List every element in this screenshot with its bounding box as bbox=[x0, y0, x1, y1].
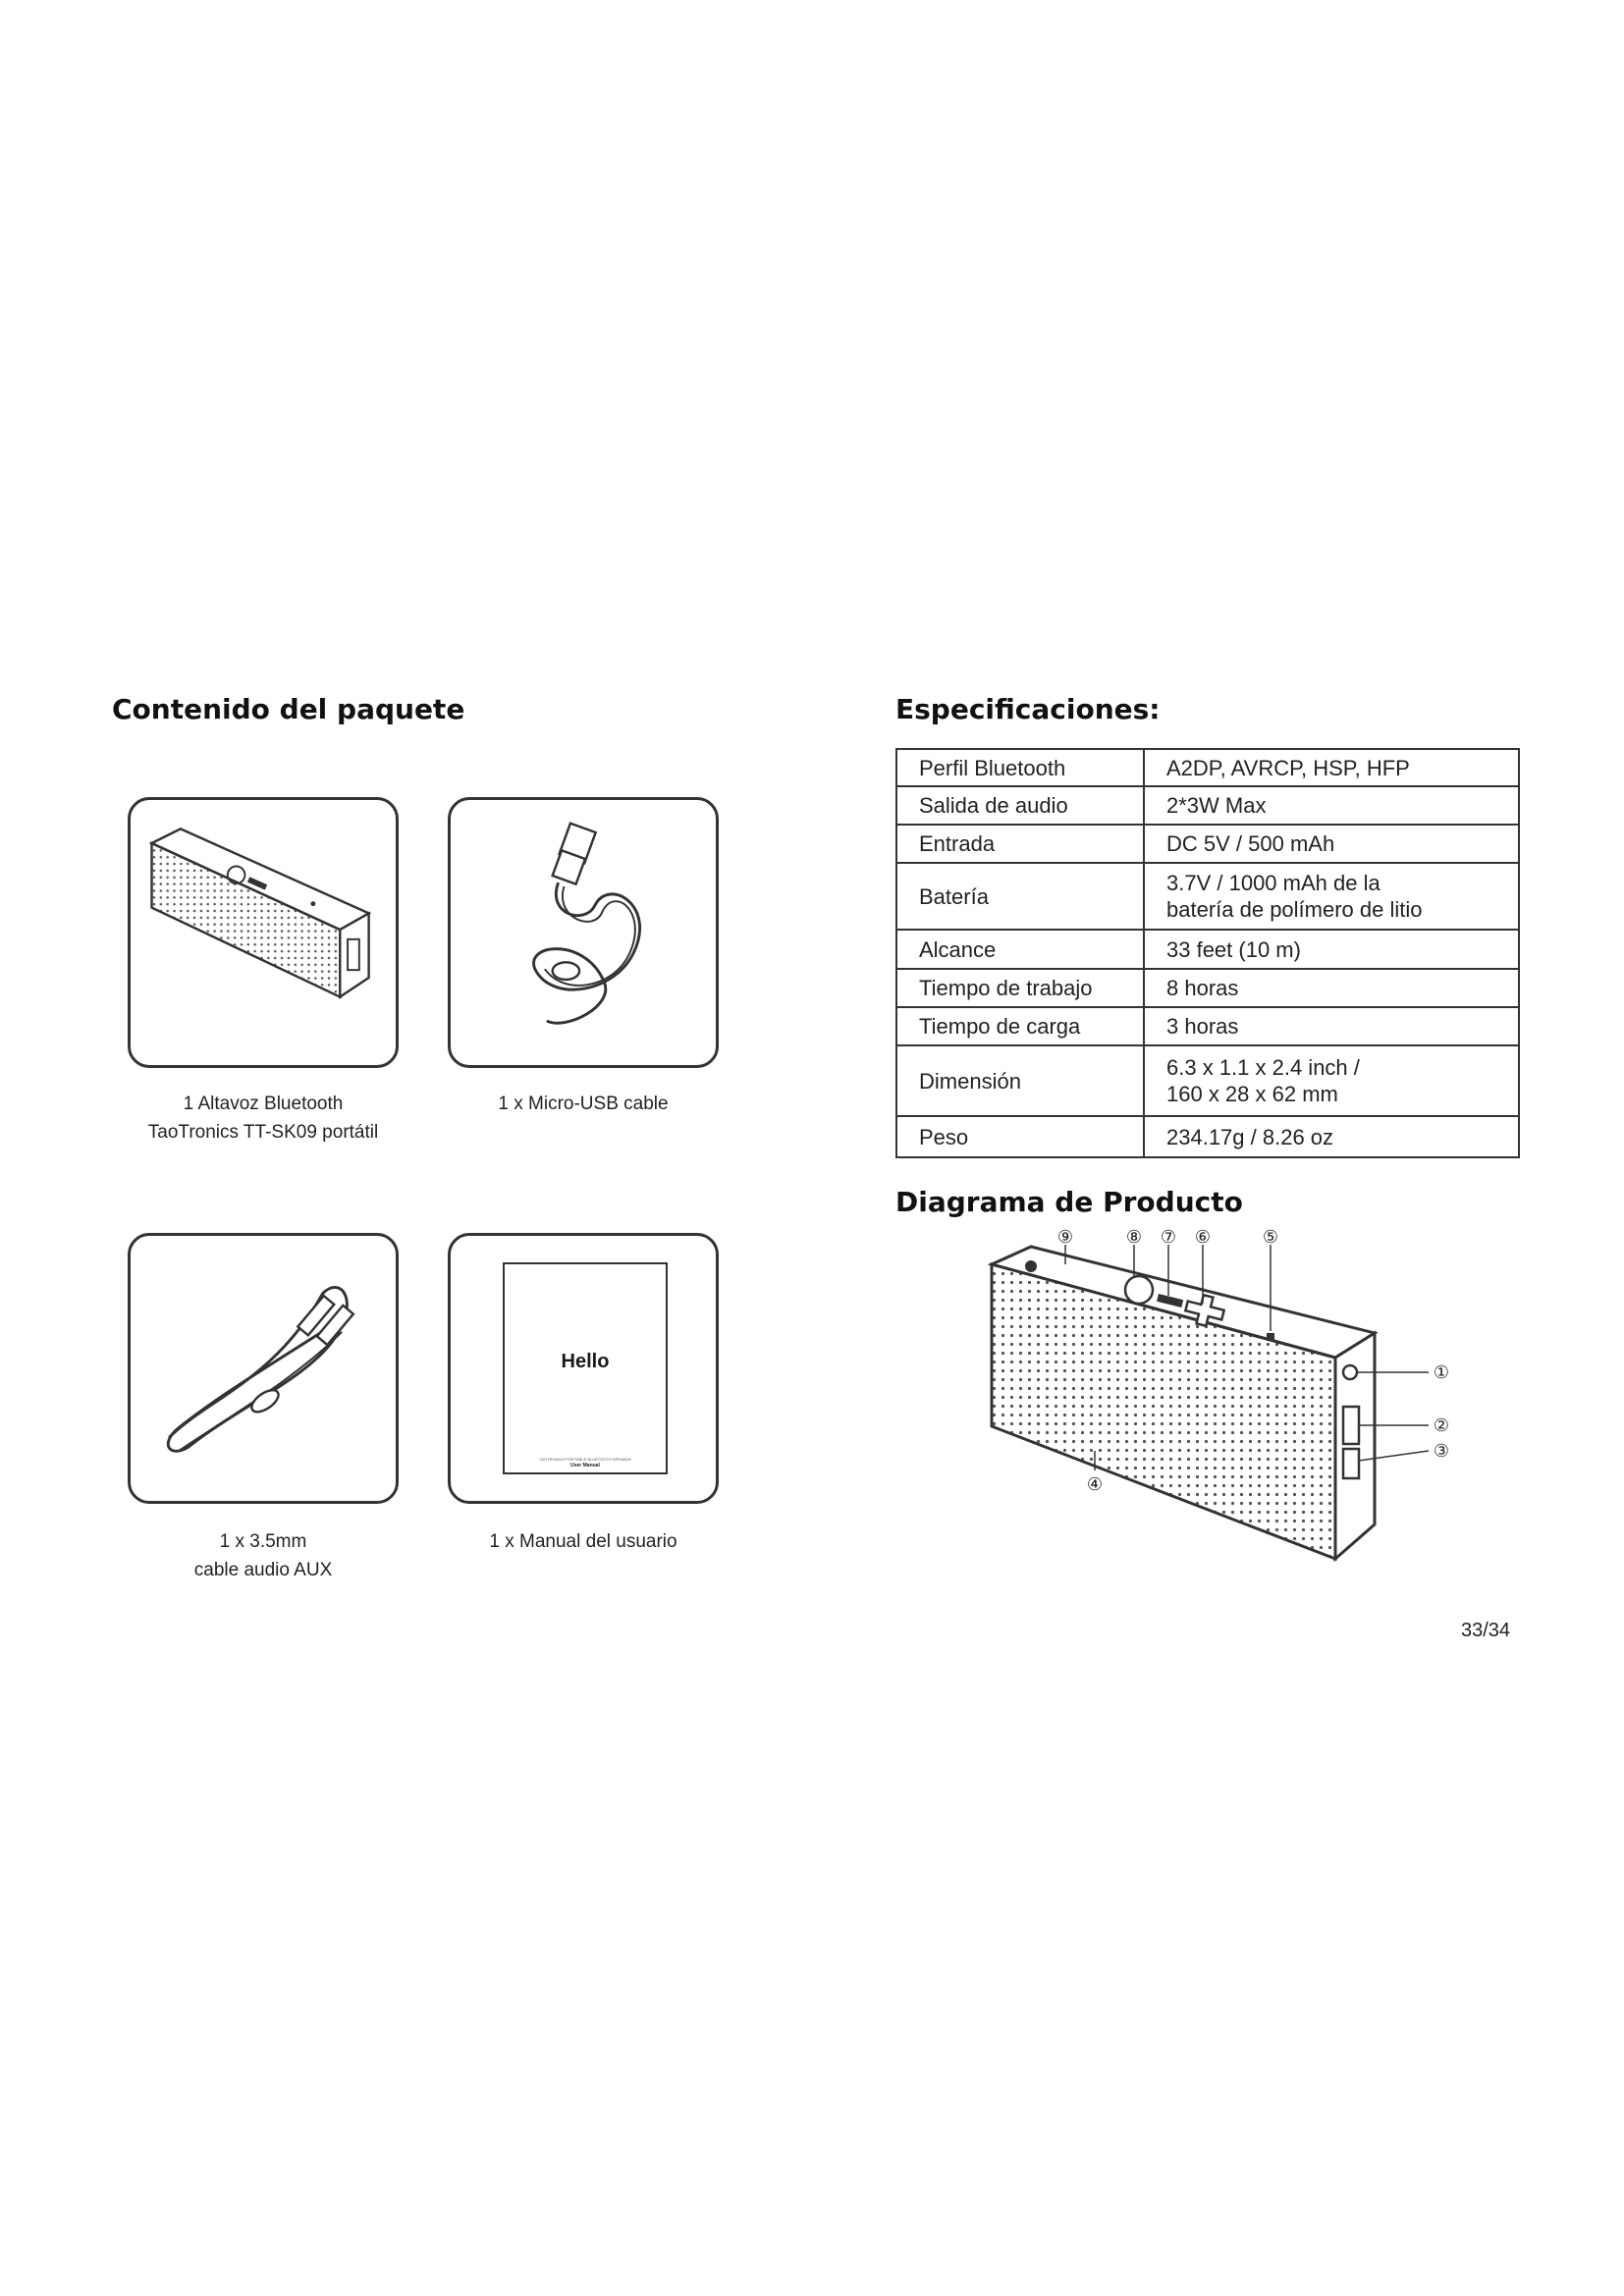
spec-key: Batería bbox=[896, 863, 1144, 930]
spec-row bbox=[896, 1045, 1519, 1116]
spec-row bbox=[896, 863, 1519, 930]
callout-4: ④ bbox=[1086, 1474, 1104, 1495]
callout-1: ① bbox=[1433, 1362, 1450, 1383]
manual-cover-title: Hello bbox=[561, 1351, 610, 1372]
callout-9: ⑨ bbox=[1056, 1227, 1074, 1248]
spec-value bbox=[1144, 1045, 1519, 1116]
spec-value: DC 5V / 500 mAh bbox=[1144, 825, 1519, 863]
callout-2: ② bbox=[1433, 1415, 1450, 1436]
spec-value: 234.17g / 8.26 oz bbox=[1144, 1116, 1519, 1157]
callout-7: ⑦ bbox=[1160, 1227, 1177, 1248]
spec-row bbox=[896, 930, 1519, 969]
aux-cable-caption-line1: 1 x 3.5mm bbox=[219, 1531, 307, 1552]
manual-cover bbox=[503, 1262, 668, 1474]
spec-key: Salida de audio bbox=[896, 786, 1144, 825]
spec-value: 33 feet (10 m) bbox=[1144, 930, 1519, 969]
callout-8: ⑧ bbox=[1125, 1227, 1143, 1248]
spec-value: 2*3W Max bbox=[1144, 786, 1519, 825]
spec-key: Tiempo de trabajo bbox=[896, 969, 1144, 1007]
callout-6: ⑥ bbox=[1194, 1227, 1212, 1248]
callout-3: ③ bbox=[1433, 1441, 1450, 1462]
spec-row bbox=[896, 1007, 1519, 1045]
spec-key: Alcance bbox=[896, 930, 1144, 969]
spec-row bbox=[896, 825, 1519, 863]
package-contents-title: Contenido del paquete bbox=[112, 693, 465, 725]
spec-value-line1: 6.3 x 1.1 x 2.4 inch / bbox=[1166, 1055, 1360, 1080]
spec-value-line2: 160 x 28 x 62 mm bbox=[1166, 1082, 1338, 1106]
manual-image-card bbox=[448, 1233, 719, 1504]
speaker-illustration bbox=[131, 800, 396, 1065]
aux-cable-caption bbox=[116, 1527, 410, 1584]
speaker-image-card bbox=[128, 797, 399, 1068]
spec-key: Dimensión bbox=[896, 1045, 1144, 1116]
usb-cable-caption bbox=[436, 1090, 731, 1118]
spec-value bbox=[1144, 863, 1519, 930]
spec-key: Entrada bbox=[896, 825, 1144, 863]
speaker-caption bbox=[116, 1090, 410, 1147]
aux-cable-image-card bbox=[128, 1233, 399, 1504]
speaker-caption-line2: TaoTronics TT-SK09 portátil bbox=[147, 1122, 379, 1143]
spec-value: 8 horas bbox=[1144, 969, 1519, 1007]
spec-key: Tiempo de carga bbox=[896, 1007, 1144, 1045]
spec-row bbox=[896, 969, 1519, 1007]
spec-row bbox=[896, 786, 1519, 825]
spec-key: Peso bbox=[896, 1116, 1144, 1157]
product-diagram bbox=[972, 1225, 1483, 1628]
usb-cable-caption-line1: 1 x Micro-USB cable bbox=[498, 1094, 669, 1114]
spec-value-line2: batería de polímero de litio bbox=[1166, 897, 1423, 922]
spec-key: Perfil Bluetooth bbox=[896, 749, 1144, 786]
spec-value: 3 horas bbox=[1144, 1007, 1519, 1045]
spec-row bbox=[896, 1116, 1519, 1157]
callout-5: ⑤ bbox=[1262, 1227, 1279, 1248]
product-diagram-title: Diagrama de Producto bbox=[895, 1186, 1243, 1218]
aux-cable-caption-line2: cable audio AUX bbox=[193, 1560, 333, 1580]
spec-value: A2DP, AVRCP, HSP, HFP bbox=[1144, 749, 1519, 786]
manual-caption bbox=[436, 1527, 731, 1556]
usb-cable-illustration bbox=[451, 800, 716, 1065]
speaker-caption-line1: 1 Altavoz Bluetooth bbox=[183, 1094, 344, 1114]
spec-value-line1: 3.7V / 1000 mAh de la bbox=[1166, 871, 1380, 895]
spec-row bbox=[896, 749, 1519, 786]
specifications-title: Especificaciones: bbox=[895, 693, 1161, 725]
usb-cable-image-card bbox=[448, 797, 719, 1068]
page-number: 33/34 bbox=[1461, 1620, 1511, 1641]
manual-caption-line1: 1 x Manual del usuario bbox=[489, 1531, 677, 1552]
specifications-table bbox=[895, 748, 1520, 1158]
manual-cover-subtitle: TAOTRONICS PORTABLE BLUETOOTH SPEAKER bbox=[539, 1457, 631, 1462]
aux-cable-illustration bbox=[131, 1236, 396, 1501]
manual-cover-label: User Manual bbox=[570, 1463, 600, 1468]
